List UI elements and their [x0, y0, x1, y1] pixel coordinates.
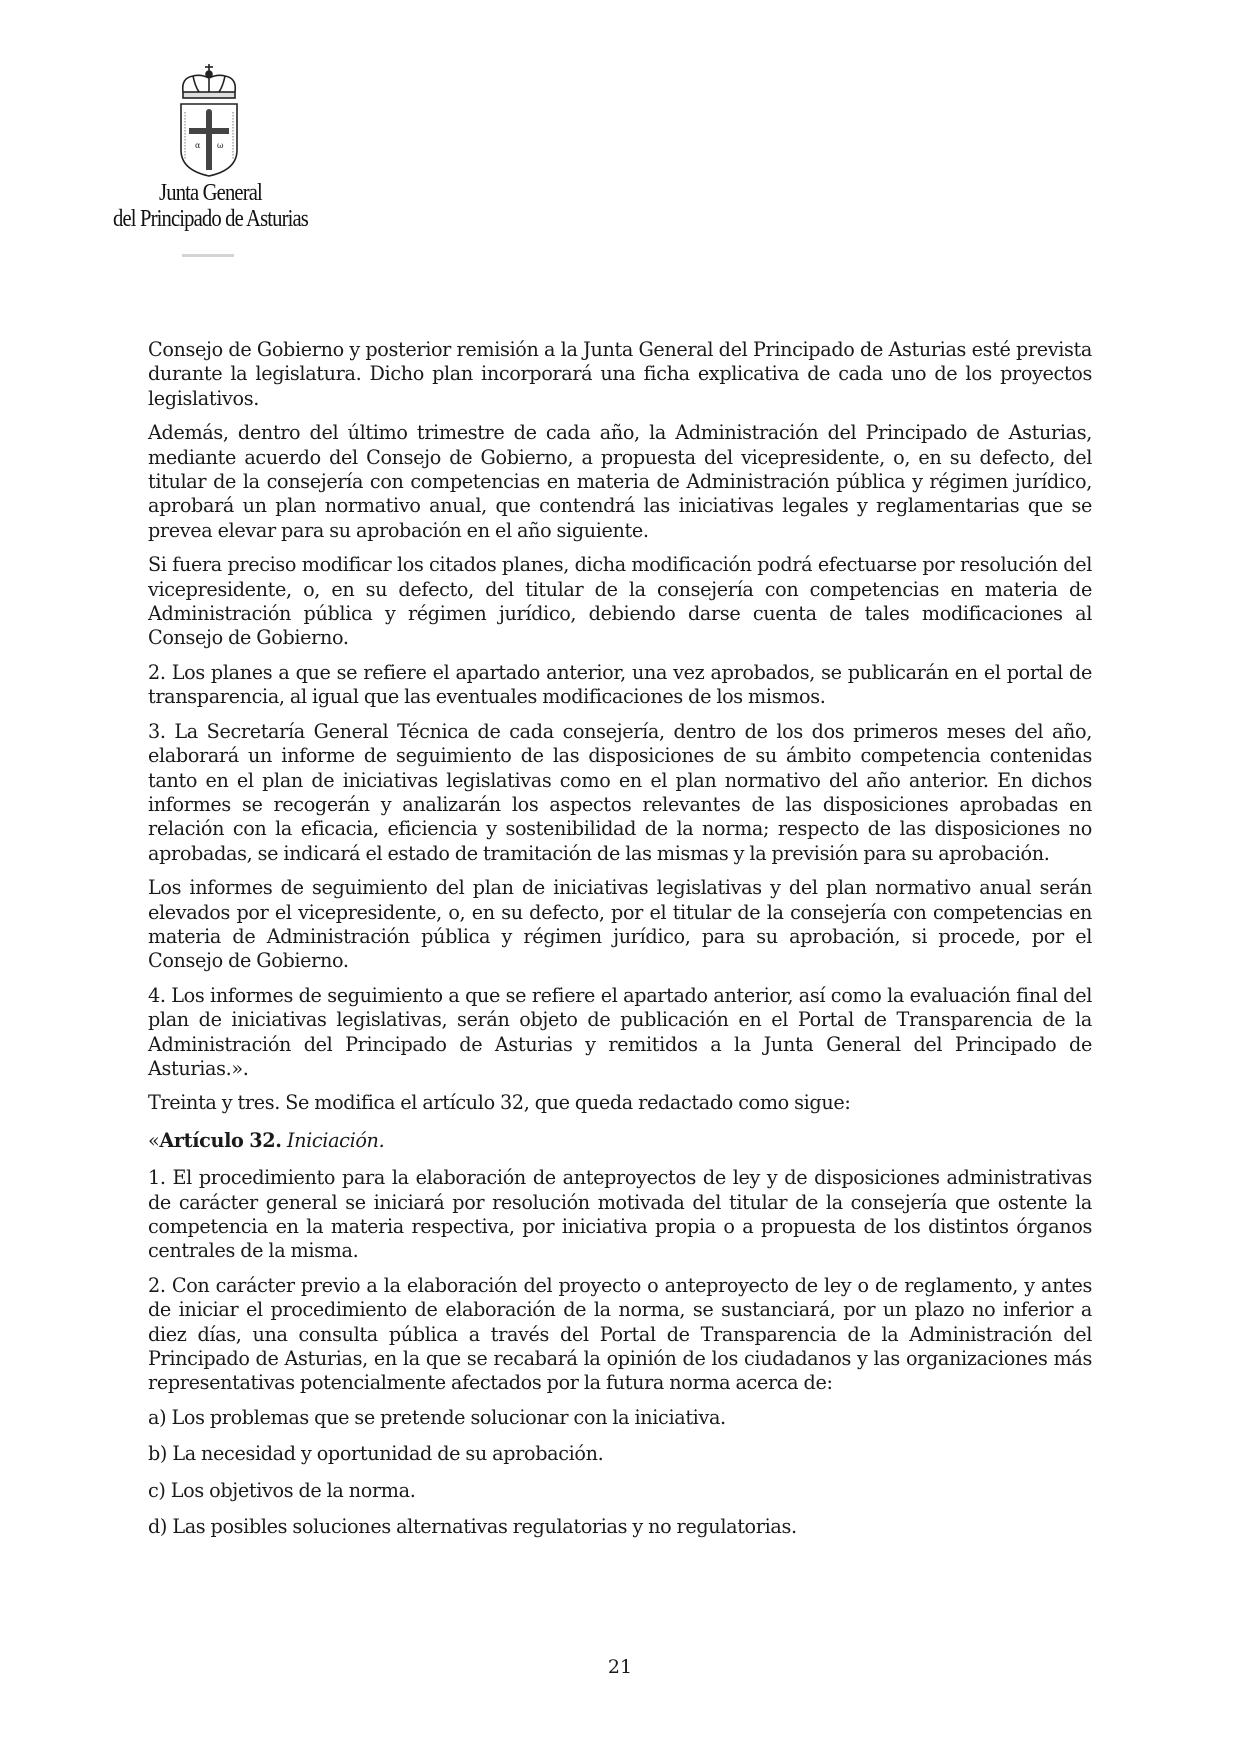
logo-title-line-1: Junta General: [159, 180, 262, 206]
document-body: [148, 338, 1092, 1551]
paragraph: 2. Los planes a que se refiere el apartado anterior, una vez aprobados, se publicarán en el portal de transparencia, al igual que las eventuales modificaciones de los mismos.: [148, 660, 1092, 709]
article-heading: [148, 1129, 1092, 1153]
list-item: b) La necesidad y oportunidad de su aprobación.: [148, 1442, 604, 1466]
paragraph: Si fuera preciso modificar los citados planes, dicha modificación podrá efectuarse por resolución del vicepresidente, o, en su defecto, del titular de la consejería con competencias en materia de Administración pública y régimen jurídico, debiendo darse cuenta de tales modificaciones al Consejo de Gobierno.: [148, 553, 1092, 650]
paragraph: Treinta y tres. Se modifica el artículo 32, que queda redactado como sigue:: [148, 1091, 851, 1115]
institution-logo: [88, 62, 328, 262]
svg-text:α: α: [195, 141, 201, 150]
article-number: Artículo 32.: [159, 1128, 282, 1152]
header-divider: [182, 254, 234, 257]
paragraph: Consejo de Gobierno y posterior remisión a la Junta General del Principado de Asturias esté prevista durante la legislatura. Dicho plan incorporará una ficha explicativa de cada uno de los proyectos legislativos.: [148, 338, 1092, 410]
logo-title-line-2: del Principado de Asturias: [113, 206, 308, 232]
list-item: d) Las posibles soluciones alternativas regulatorias y no regulatorias.: [148, 1515, 797, 1539]
article-paragraph: 2. Con carácter previo a la elaboración del proyecto o anteproyecto de ley o de reglamento, y antes de iniciar el procedimiento de elaboración de la norma, se sustanciará, por un plazo no inferior a diez días, una consulta pública a través del Portal de Transparencia de la Administración del Principado de Asturias, en la que se recabará la opinión de los ciudadanos y las organizaciones más representativas potencialmente afectados por la futura norma acerca de:: [148, 1273, 1092, 1395]
paragraph: Además, dentro del último trimestre de cada año, la Administración del Principado de Asturias, mediante acuerdo del Consejo de Gobierno, a propuesta del vicepresidente, o, en su defecto, del titular de la consejería con competencias en materia de Administración pública y régimen jurídico, aprobará un plan normativo anual, que contendrá las iniciativas legales y reglamentarias que se prevea elevar para su aprobación en el año siguiente.: [148, 421, 1092, 542]
paragraph: 4. Los informes de seguimiento a que se refiere el apartado anterior, así como la evaluación final del plan de iniciativas legislativas, serán objeto de publicación en el Portal de Transparencia de la Administración del Principado de Asturias y remitidos a la Junta General del Principado de Asturias.».: [148, 983, 1092, 1080]
article-title: Iniciación.: [286, 1128, 385, 1152]
paragraph: Los informes de seguimiento del plan de iniciativas legislativas y del plan normativo anual serán elevados por el vicepresidente, o, en su defecto, por el titular de la consejería con competencias en materia de Administración pública y régimen jurídico, para su aprobación, si procede, por el Consejo de Gobierno.: [148, 876, 1092, 973]
svg-text:ω: ω: [217, 141, 224, 150]
page-number: 21: [607, 1656, 633, 1678]
list-item: a) Los problemas que se pretende solucionar con la iniciativa.: [148, 1405, 726, 1429]
list-item: c) Los objetivos de la norma.: [148, 1478, 416, 1502]
article-open-quote: «: [148, 1128, 160, 1152]
article-paragraph: 1. El procedimiento para la elaboración de anteproyectos de ley y de disposiciones administrativas de carácter general se iniciará por resolución motivada del titular de la consejería que ostente la competencia en la materia respectiva, por iniciativa propia o a propuesta de los distintos órganos centrales de la misma.: [148, 1166, 1092, 1263]
paragraph: 3. La Secretaría General Técnica de cada consejería, dentro de los dos primeros meses del año, elaborará un informe de seguimiento de las disposiciones de su ámbito competencia contenidas tanto en el plan de iniciativas legislativas como en el plan normativo del año anterior. En dichos informes se recogerán y analizarán los aspectos relevantes de las disposiciones aprobadas en relación con la eficacia, eficiencia y sostenibilidad de la norma; respecto de las disposiciones no aprobadas, se indicará el estado de tramitación de las mismas y la previsión para su aprobación.: [148, 719, 1092, 865]
coat-of-arms-icon: [173, 62, 245, 180]
